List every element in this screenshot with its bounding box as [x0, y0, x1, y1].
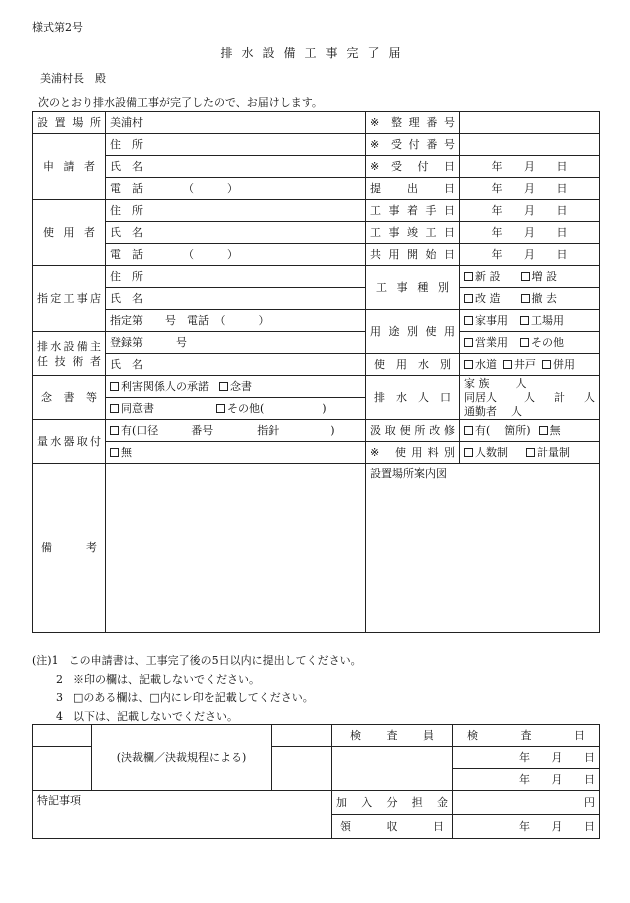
note-2: 2 ※印の欄は、記載しないでください。 — [56, 672, 260, 686]
approval-cell-4[interactable] — [272, 747, 332, 791]
checkbox-icon[interactable] — [464, 426, 473, 435]
note-1: (注)1 この申請書は、工事完了後の5日以内に提出してください。 — [32, 654, 362, 667]
checkbox-icon[interactable] — [110, 426, 119, 435]
water-options[interactable]: 水道 井戸 併用 — [460, 354, 600, 376]
fee-label: ※ 使用料別 — [366, 442, 460, 464]
subscription-fee-label: 加入分担金 — [332, 791, 453, 815]
usage-label: 用途別使用 — [366, 310, 460, 354]
engineer-name[interactable]: 氏 名 — [106, 354, 366, 376]
applicant-name[interactable]: 氏 名 — [106, 156, 366, 178]
work-type-label: 工事種別 — [366, 266, 460, 310]
contractor-name[interactable]: 氏 名 — [106, 288, 366, 310]
checkbox-icon[interactable] — [110, 404, 119, 413]
use-start-label: 共用開始日 — [366, 244, 460, 266]
note-4: 4 以下は、記載しないでください。 — [56, 709, 238, 723]
site-map-field[interactable]: 設置場所案内図 — [366, 464, 600, 633]
usage-row1[interactable]: 家事用 工場用 — [460, 310, 600, 332]
inspection-date-label: 検査日 — [453, 725, 600, 747]
applicant-label: 申請者 — [33, 134, 106, 200]
start-date-label: 工事着手日 — [366, 200, 460, 222]
note-3: 3 □のある欄は、□内にレ印を記載してください。 — [56, 691, 314, 704]
checkbox-icon[interactable] — [464, 448, 473, 457]
meter-label: 量水器取付 — [33, 420, 106, 464]
checkbox-icon[interactable] — [464, 360, 473, 369]
location-value[interactable]: 美浦村 — [106, 112, 366, 134]
meter-row2[interactable]: 無 — [106, 442, 366, 464]
submit-date-label: 提出日 — [366, 178, 460, 200]
meter-row1[interactable]: 有(口径 番号 指針 ) — [106, 420, 366, 442]
ref-no-field[interactable] — [460, 112, 600, 134]
checkbox-icon[interactable] — [216, 404, 225, 413]
approval-cell-3[interactable] — [33, 747, 92, 791]
receipt-date-field[interactable]: 年 月 日 — [460, 156, 600, 178]
receipt-no-field[interactable] — [460, 134, 600, 156]
approval-label: (決裁欄／決裁規程による) — [92, 725, 272, 791]
remarks-field[interactable] — [106, 464, 366, 633]
subscription-fee-field[interactable]: 円 — [453, 791, 600, 815]
user-phone[interactable]: 電 話 （ ） — [106, 244, 366, 266]
complete-date-field[interactable]: 年 月 日 — [460, 222, 600, 244]
special-notes-field[interactable]: 特記事項 — [33, 791, 332, 839]
fee-options[interactable]: 人数制 計量制 — [460, 442, 600, 464]
inspector-label: 検査員 — [332, 725, 453, 747]
pledge-row1[interactable]: 利害関係人の承諾 念書 — [106, 376, 366, 398]
applicant-address[interactable]: 住 所 — [106, 134, 366, 156]
usage-row2[interactable]: 営業用 その他 — [460, 332, 600, 354]
checkbox-icon[interactable] — [521, 294, 530, 303]
inspection-date-2[interactable]: 年 月 日 — [453, 769, 600, 791]
checkbox-icon[interactable] — [503, 360, 512, 369]
checkbox-icon[interactable] — [526, 448, 535, 457]
approval-cell-2[interactable] — [272, 725, 332, 747]
receipt-label: 領収日 — [332, 815, 453, 839]
checkbox-icon[interactable] — [219, 382, 228, 391]
work-type-row2[interactable]: 改 造 撤 去 — [460, 288, 600, 310]
contractor-designated-no[interactable]: 指定第 号 電話 （ ） — [106, 310, 366, 332]
receipt-date-field[interactable]: 年 月 日 — [453, 815, 600, 839]
pledge-row2[interactable]: 同意書 その他( ) — [106, 398, 366, 420]
toilet-label: 汲取便所改修 — [366, 420, 460, 442]
inspector-field[interactable] — [332, 747, 453, 791]
checkbox-icon[interactable] — [110, 382, 119, 391]
toilet-options[interactable]: 有( 箇所) 無 — [460, 420, 600, 442]
checkbox-icon[interactable] — [521, 272, 530, 281]
location-label: 設置場所 — [33, 112, 106, 134]
form-number-label: 様式第2号 — [32, 21, 83, 34]
inspection-date-1[interactable]: 年 月 日 — [453, 747, 600, 769]
checkbox-icon[interactable] — [542, 360, 551, 369]
engineer-label: 排水設備主任技術者 — [33, 332, 106, 376]
page-title: 排水設備工事完了届 — [220, 46, 410, 60]
checkbox-icon[interactable] — [520, 316, 529, 325]
office-use-table — [32, 724, 600, 839]
checkbox-icon[interactable] — [464, 316, 473, 325]
contractor-address[interactable]: 住 所 — [106, 266, 366, 288]
receipt-date-label: ※ 受付日 — [366, 156, 460, 178]
drain-people-field[interactable]: 家 族 人 同居人 人 計 人 通勤者 人 — [460, 376, 600, 420]
addressee: 美浦村長 殿 — [40, 72, 106, 85]
use-start-field[interactable]: 年 月 日 — [460, 244, 600, 266]
drain-people-label: 排水人口 — [366, 376, 460, 420]
user-name[interactable]: 氏 名 — [106, 222, 366, 244]
pledge-label: 念書等 — [33, 376, 106, 420]
submit-date-field[interactable]: 年 月 日 — [460, 178, 600, 200]
checkbox-icon[interactable] — [520, 338, 529, 347]
checkbox-icon[interactable] — [464, 272, 473, 281]
checkbox-icon[interactable] — [464, 338, 473, 347]
contractor-label: 指定工事店 — [33, 266, 106, 332]
engineer-registration[interactable]: 登録第 号 — [106, 332, 366, 354]
notes — [32, 652, 362, 726]
checkbox-icon[interactable] — [464, 294, 473, 303]
complete-date-label: 工事竣工日 — [366, 222, 460, 244]
start-date-field[interactable]: 年 月 日 — [460, 200, 600, 222]
main-form-table — [32, 111, 600, 633]
checkbox-icon[interactable] — [539, 426, 548, 435]
work-type-row1[interactable]: 新 設 増 設 — [460, 266, 600, 288]
approval-cell-1[interactable] — [33, 725, 92, 747]
applicant-phone[interactable]: 電 話 （ ） — [106, 178, 366, 200]
checkbox-icon[interactable] — [110, 448, 119, 457]
ref-no-label: ※ 整理番号 — [366, 112, 460, 134]
water-label: 使用水別 — [366, 354, 460, 376]
receipt-no-label: ※ 受付番号 — [366, 134, 460, 156]
intro-text: 次のとおり排水設備工事が完了したので、お届けします。 — [38, 96, 323, 109]
remarks-label: 備考 — [33, 464, 106, 633]
user-label: 使用者 — [33, 200, 106, 266]
user-address[interactable]: 住 所 — [106, 200, 366, 222]
